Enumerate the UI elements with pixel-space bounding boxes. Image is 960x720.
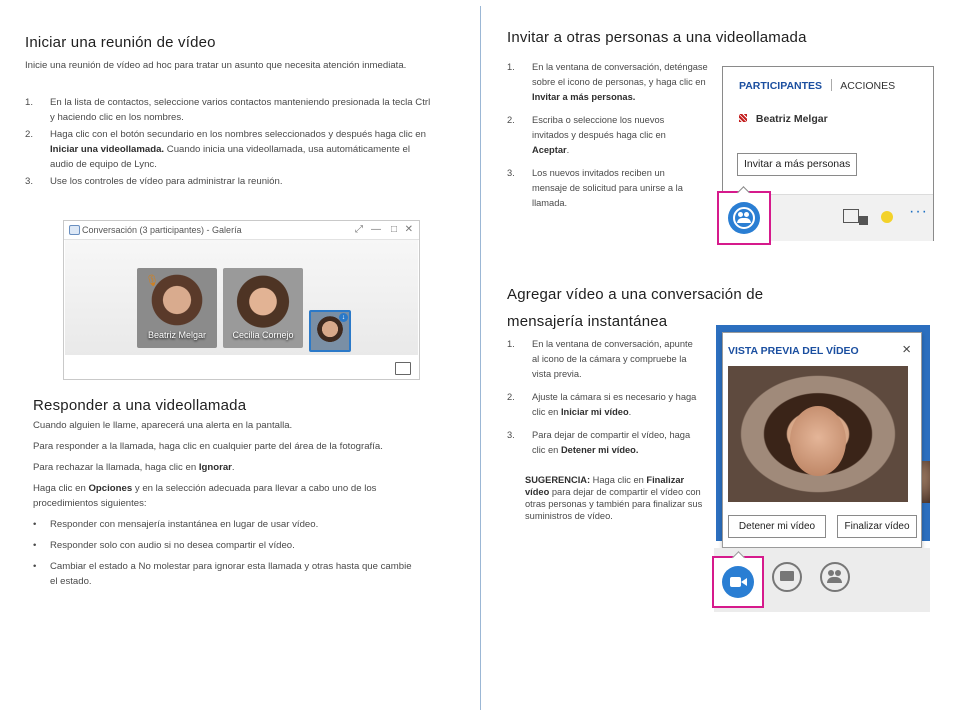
more-options-icon[interactable]: ··· — [909, 203, 928, 220]
start-step-3: 3. Use los controles de vídeo para administrar la reunión. — [25, 176, 283, 187]
camera-icon[interactable] — [722, 566, 754, 598]
addvideo-step-3: 3. Para dejar de compartir el vídeo, haga clic en Detener mi vídeo. — [507, 430, 691, 455]
end-video-button[interactable]: Finalizar vídeo — [837, 515, 917, 538]
download-icon[interactable]: ↓ — [339, 313, 348, 322]
participant-name: Beatriz Melgar — [755, 113, 828, 125]
self-face — [790, 406, 846, 476]
video-preview-title: VISTA PREVIA DEL VÍDEO — [728, 345, 859, 357]
invite-step-2: 2. Escriba o seleccione los nuevos invitados y después haga clic en Aceptar. — [507, 115, 666, 155]
participant-name-beatriz: Beatriz Melgar — [147, 330, 207, 340]
participant-video-cecilia[interactable] — [223, 268, 303, 348]
close-icon[interactable]: × — [902, 341, 911, 358]
addvideo-step-2: 2. Ajuste la cámara si es necesario y haga clic en Iniciar mi vídeo. — [507, 392, 697, 417]
invite-step-1: 1. En la ventana de conversación, deténgase sobre el icono de personas, y haga clic en Invitar a más personas. — [507, 62, 708, 102]
conversation-icon — [69, 225, 80, 235]
minimize-icon[interactable]: — — [371, 224, 381, 235]
conversation-title-bar — [64, 221, 419, 240]
conversation-window-title: Conversación (3 participantes) - Galería — [82, 225, 242, 235]
start-step-2: 2. Haga clic con el botón secundario en los nombres seleccionados y después haga clic en Iniciar una videollamada. Cuando inicia una videollamada, usa automáticamente el audio de equipo de Lync. — [25, 129, 426, 170]
video-preview-popup — [722, 332, 922, 548]
answer-p4: Haga clic en Opciones y en la selección adecuada para llevar a cabo uno de los procedimientos siguientes: — [33, 483, 377, 509]
start-step-1: 1. En la lista de contactos, seleccione varios contactos manteniendo presionada la tecla Ctrl y haciendo clic en los nombres. — [25, 97, 431, 123]
people-icon[interactable] — [820, 562, 850, 592]
section-title-add-video: Agregar vídeo a una conversación de — [507, 286, 764, 303]
contact-card-badge-icon — [859, 216, 868, 225]
answer-options-list — [33, 517, 433, 589]
stop-my-video-button[interactable]: Detener mi vídeo — [728, 515, 826, 538]
people-icon-highlight — [717, 191, 771, 245]
start-steps — [25, 95, 433, 189]
answer-p3: Para rechazar la llamada, haga clic en Ignorar. — [33, 462, 235, 473]
expand-icon[interactable]: ⤢ — [355, 224, 363, 235]
participant-row[interactable] — [739, 113, 828, 125]
start-intro: Inicie una reunión de vídeo ad hoc para tratar un asunto que necesita atención inmediata. — [25, 60, 407, 71]
section-title-invite: Invitar a otras personas a una videollamada — [507, 29, 807, 46]
contact-card-icon[interactable] — [843, 209, 859, 223]
maximize-icon[interactable]: □ — [390, 224, 397, 235]
addvideo-step-1: 1. En la ventana de conversación, apunte al icono de la cámara y compruebe la vista previa. — [507, 339, 693, 379]
present-icon[interactable] — [772, 562, 802, 592]
microphone-icon: 🎙 — [145, 275, 159, 287]
emoticon-icon[interactable] — [881, 211, 893, 223]
panel-tabs — [739, 79, 895, 92]
tab-participants[interactable]: PARTICIPANTES — [739, 80, 823, 92]
answer-p2: Para responder a la llamada, haga clic en cualquier parte del área de la fotografía. — [33, 441, 383, 452]
answer-option-im: • Responder con mensajería instantánea en lugar de usar vídeo. — [33, 519, 319, 530]
conversation-window — [63, 220, 420, 380]
invite-steps — [507, 60, 719, 211]
close-icon[interactable]: ✕ — [404, 224, 413, 235]
self-video-preview[interactable] — [309, 310, 351, 352]
presence-icon — [739, 114, 747, 122]
contact-card-icon[interactable] — [395, 362, 411, 375]
tab-actions[interactable]: ACCIONES — [840, 80, 896, 92]
video-preview-image — [728, 366, 908, 502]
section-title-add-video-line2: mensajería instantánea — [507, 313, 668, 330]
participant-name-cecilia: Cecilia Cornejo — [232, 330, 294, 340]
addvideo-steps — [507, 337, 695, 458]
answer-option-audio: • Responder solo con audio si no desea compartir el vídeo. — [33, 540, 295, 551]
addvideo-tip: SUGERENCIA: Haga clic en Finalizar vídeo para dejar de compartir el vídeo con otras personas y también para finalizar sus suministros de vídeo. — [525, 475, 703, 521]
invite-more-button[interactable]: Invitar a más personas — [737, 153, 857, 176]
people-icon[interactable] — [728, 202, 760, 234]
section-title-start-video: Iniciar una reunión de vídeo — [25, 34, 216, 51]
section-title-answer-call: Responder a una videollamada — [33, 397, 247, 414]
answer-p1: Cuando alguien le llame, aparecerá una alerta en la pantalla. — [33, 420, 293, 431]
invite-step-3: 3. Los nuevos invitados reciben un mensaje de solicitud para unirse a la llamada. — [507, 168, 683, 208]
camera-icon-highlight — [712, 556, 764, 608]
column-divider — [480, 6, 481, 710]
answer-section — [33, 418, 433, 589]
video-gallery — [65, 240, 418, 355]
answer-option-dnd: • Cambiar el estado a No molestar para ignorar esta llamada y otras hasta que cambie el estado. — [33, 561, 412, 587]
